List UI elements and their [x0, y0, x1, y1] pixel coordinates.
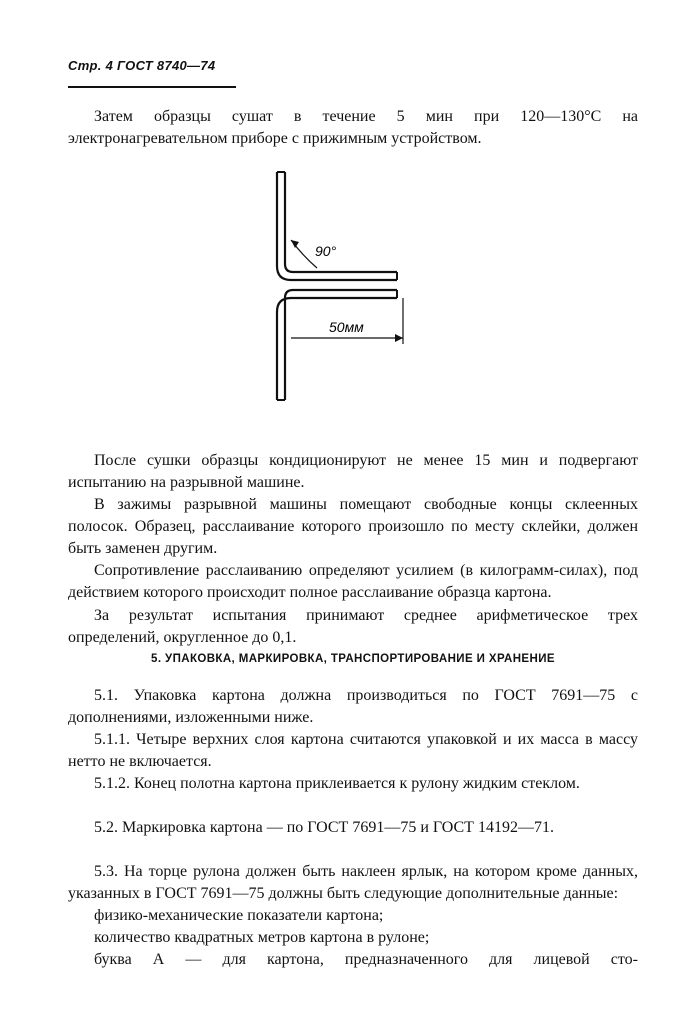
clause-5-1-2: 5.1.2. Конец полотна картона приклеивается к рулону жидким стеклом. — [94, 775, 580, 792]
paragraph-resistance: Сопротивление расслаиванию определяют усилием (в килограмм-силах), под действием которого происходит полное расслаивание образца картона. — [68, 562, 638, 601]
paragraph-result: За результат испытания принимают среднее арифметическое трех определений, округленное до 0,1. — [68, 607, 638, 646]
clause-5-1: 5.1. Упаковка картона должна производиться по ГОСТ 7691—75 с дополнениями, изложенными ниже. — [68, 687, 638, 726]
upper-strip — [277, 172, 397, 280]
paragraph-clamps: В зажимы разрывной машины помещают свободные концы склеенных полосок. Образец, расслаивание которого произошло по месту склейки, должен быть заменен другим. — [68, 496, 638, 557]
clause-5-3: 5.3. На торце рулона должен быть наклеен ярлык, на котором кроме данных, указанных в ГОСТ 7691—75 должны быть следующие дополнительные данные: — [68, 863, 638, 902]
intro-paragraph: Затем образцы сушат в течение 5 мин при 120—130°С на электронагревательном приборе с прижимным устройством. — [68, 108, 638, 147]
upper-strip-inner — [285, 172, 397, 272]
list-item: буква А — для картона, предназначенного для лицевой сто- — [94, 951, 638, 968]
sample-diagram — [255, 168, 425, 408]
section-5-title: 5. УПАКОВКА, МАРКИРОВКА, ТРАНСПОРТИРОВАНИЕ И ХРАНЕНИЕ — [151, 653, 555, 665]
page-header: Стр. 4 ГОСТ 8740—74 — [68, 58, 216, 73]
paragraph-conditioning: После сушки образцы кондиционируют не менее 15 мин и подвергают испытанию на разрывной машине. — [68, 452, 638, 491]
lower-strip-outer — [277, 298, 397, 400]
clause-5-1-1: 5.1.1. Четыре верхних слоя картона считаются упаковкой и их масса в массу нетто не включается. — [68, 731, 638, 770]
length-label: 50мм — [329, 319, 364, 335]
angle-label: 90° — [315, 243, 337, 259]
list-item: физико-механические показатели картона; — [94, 907, 384, 924]
list-item: количество квадратных метров картона в рулоне; — [94, 929, 430, 946]
clause-5-2: 5.2. Маркировка картона — по ГОСТ 7691—75 и ГОСТ 14192—71. — [94, 819, 554, 836]
header-rule — [68, 86, 236, 88]
lower-strip — [285, 290, 397, 400]
